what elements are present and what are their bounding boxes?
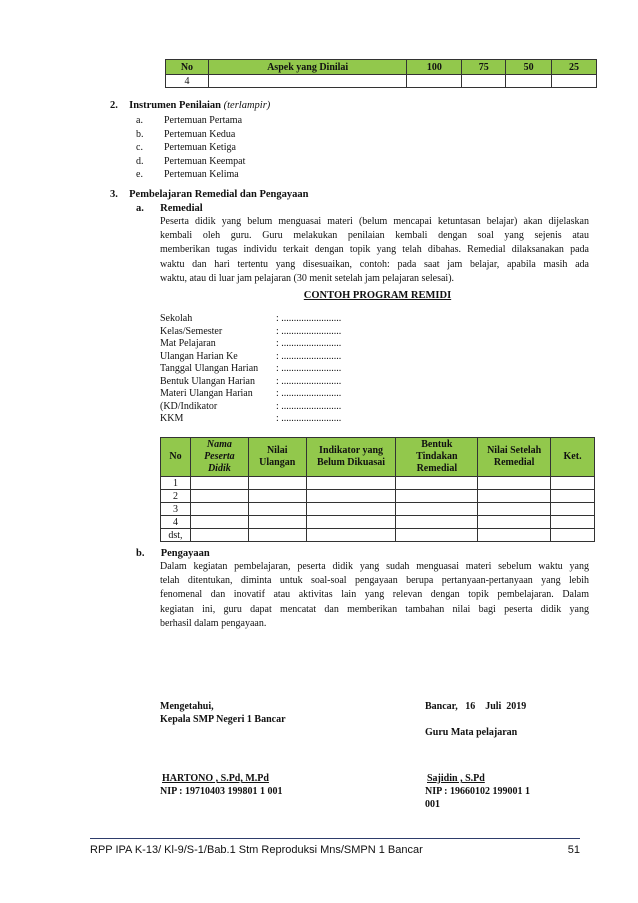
identity-row: Ulangan Harian Ke : ........................ (160, 350, 342, 362)
table-cell (551, 516, 595, 529)
pengayaan-paragraph: Dalam kegiatan pembelajaran, peserta didik yang sudah menguasai materi sebelum waktu yang telah ditentukan, diminta untuk soal-soal pengayaan berupa pertanyaan-pertanyaan yang lebih fenomenal dan inovatif atau aktivitas lain yang relevan dengan topik pembelajaran. Dalam kegiatan ini, guru dapat mencatat dan memberikan tambahan nilai bagi peserta didik yang berhasil dalam pengayaan. (160, 561, 589, 629)
table-cell (396, 529, 478, 542)
table-cell: 3 (161, 503, 191, 516)
table-cell (478, 516, 551, 529)
remedi-table-header (161, 438, 595, 477)
principal-name: HARTONO , S.Pd, M.Pd (162, 773, 269, 784)
table-row (161, 516, 595, 529)
header-line: Remedial (493, 457, 535, 468)
header-cell: 25 (552, 60, 597, 75)
header-cell (551, 438, 595, 477)
table-cell (190, 529, 248, 542)
header-line: Indikator yang (319, 445, 384, 456)
table-cell (478, 490, 551, 503)
table-cell (551, 490, 595, 503)
teacher-nip: NIP : 19660102 199001 1 001 (425, 786, 530, 810)
identity-row: Mat Pelajaran : ........................ (160, 338, 342, 349)
table-cell: 4 (161, 516, 191, 529)
table-cell (551, 477, 595, 490)
header-line: Bentuk (421, 439, 453, 450)
header-line: Ket. (563, 451, 582, 462)
header-line: Belum Dikuasai (317, 457, 386, 468)
table-cell (462, 75, 506, 88)
signature-left (160, 700, 286, 726)
header-line: Remedial (416, 463, 458, 474)
table-cell (306, 490, 396, 503)
remedial-title: Remedial (160, 203, 203, 214)
pengayaan-heading: b. Pengayaan (136, 548, 210, 559)
acknowledged-label: Mengetahui, (160, 701, 214, 712)
header-line: Nama (206, 439, 232, 450)
identity-row: Materi Ulangan Harian : ........................ (160, 388, 342, 399)
page-footer (90, 838, 580, 856)
section-3-heading (110, 189, 309, 200)
principal-nip: NIP : 19710403 199801 1 001 (160, 786, 283, 797)
header-line: Didik (207, 463, 231, 474)
table-cell (306, 477, 396, 490)
header-line: Tindakan (416, 451, 458, 462)
table-cell (552, 75, 597, 88)
footer-text: RPP IPA K-13/ Kl-9/S-1/Bab.1 Stm Reproduksi Mns/SMPN 1 Bancar (90, 844, 423, 856)
table-cell (190, 490, 248, 503)
table-cell (248, 516, 306, 529)
table-cell (306, 503, 396, 516)
assessment-table-header (166, 60, 597, 75)
header-cell (306, 438, 396, 477)
list-item: e. Pertemuan Kelima (136, 169, 239, 181)
teacher-title: Guru Mata pelajaran (425, 727, 518, 738)
principal-title: Kepala SMP Negeri 1 Bancar (160, 714, 286, 725)
section-number: 2. (110, 100, 118, 111)
assessment-table (165, 59, 597, 88)
header-cell: 100 (407, 60, 462, 75)
identity-row: KKM : ........................ (160, 413, 342, 424)
table-cell (478, 503, 551, 516)
section-note: (terlampir) (223, 100, 271, 111)
meeting-list (136, 114, 245, 182)
identity-row: Tanggal Ulangan Harian : ........................ (160, 363, 342, 374)
table-cell (208, 75, 407, 88)
table-cell (551, 503, 595, 516)
section-2-heading (110, 100, 270, 111)
table-cell: dst, (161, 529, 191, 542)
table-cell (407, 75, 462, 88)
section-title: Pembelajaran Remedial dan Pengayaan (129, 189, 309, 200)
table-cell (190, 516, 248, 529)
page-number: 51 (567, 844, 580, 856)
table-cell (396, 516, 478, 529)
table-cell (506, 75, 552, 88)
table-cell (248, 503, 306, 516)
table-row (161, 529, 595, 542)
remedi-table (160, 437, 595, 542)
table-cell (190, 477, 248, 490)
table-cell (190, 503, 248, 516)
table-row (161, 477, 595, 490)
table-cell (478, 477, 551, 490)
header-cell: Aspek yang Dinilai (208, 60, 407, 75)
header-line: No (169, 451, 182, 462)
header-line: Peserta (204, 451, 235, 462)
list-item: b. Pertemuan Kedua (136, 128, 236, 140)
table-cell (248, 490, 306, 503)
table-cell (478, 529, 551, 542)
list-item: c. Pertemuan Ketiga (136, 142, 236, 154)
table-cell (551, 529, 595, 542)
table-cell (396, 490, 478, 503)
header-cell (396, 438, 478, 477)
header-cell: 75 (462, 60, 506, 75)
date-place: Bancar, 16 Juli 2019 (425, 701, 527, 712)
table-cell (396, 503, 478, 516)
table-row (161, 490, 595, 503)
teacher-name: Sajidin , S.Pd (427, 773, 485, 784)
pengayaan-title: Pengayaan (160, 548, 210, 559)
header-line: Nilai Setelah (487, 445, 542, 456)
section-number: 3. (110, 189, 118, 200)
table-row (166, 75, 597, 88)
list-item: d. Pertemuan Keempat (136, 155, 246, 167)
header-cell (161, 438, 191, 477)
table-cell: 1 (161, 477, 191, 490)
identity-row: Sekolah : ........................ (160, 313, 342, 324)
identity-row: Bentuk Ulangan Harian : ........................ (160, 375, 342, 387)
table-cell (248, 477, 306, 490)
header-line: Ulangan (259, 457, 296, 468)
header-cell (190, 438, 248, 477)
list-item: a. Pertemuan Pertama (136, 115, 243, 126)
table-cell: 4 (166, 75, 209, 88)
identity-row: Kelas/Semester : ........................ (160, 325, 342, 337)
header-cell: No (166, 60, 209, 75)
table-cell: 2 (161, 490, 191, 503)
identity-list (160, 313, 341, 426)
identity-row: (KD/Indikator : ........................ (160, 400, 342, 412)
section-title: Instrumen Penilaian (129, 100, 222, 111)
header-cell (478, 438, 551, 477)
header-line: Nilai (266, 445, 288, 456)
table-row (161, 503, 595, 516)
program-title: CONTOH PROGRAM REMIDI (303, 290, 452, 301)
remedial-paragraph: Peserta didik yang belum menguasai materi (belum mencapai ketuntasan belajar) akan dijelaskan kembali oleh guru. Guru melakukan penilaian kembali dengan soal yang sejenis atau memberikan tugas individu terkait dengan topik yang telah dibahas. Remedial dilaksanakan pada waktu dan hari tertentu yang disesuaikan, contoh: pada saat jam belajar, apabila masih ada waktu, atau di luar jam pelajaran (30 menit setelah jam pelajaran selesai). (160, 216, 589, 284)
table-cell (306, 516, 396, 529)
table-cell (396, 477, 478, 490)
header-cell (248, 438, 306, 477)
table-cell (248, 529, 306, 542)
remedial-heading: a. Remedial (136, 203, 203, 214)
table-cell (306, 529, 396, 542)
header-cell: 50 (506, 60, 552, 75)
